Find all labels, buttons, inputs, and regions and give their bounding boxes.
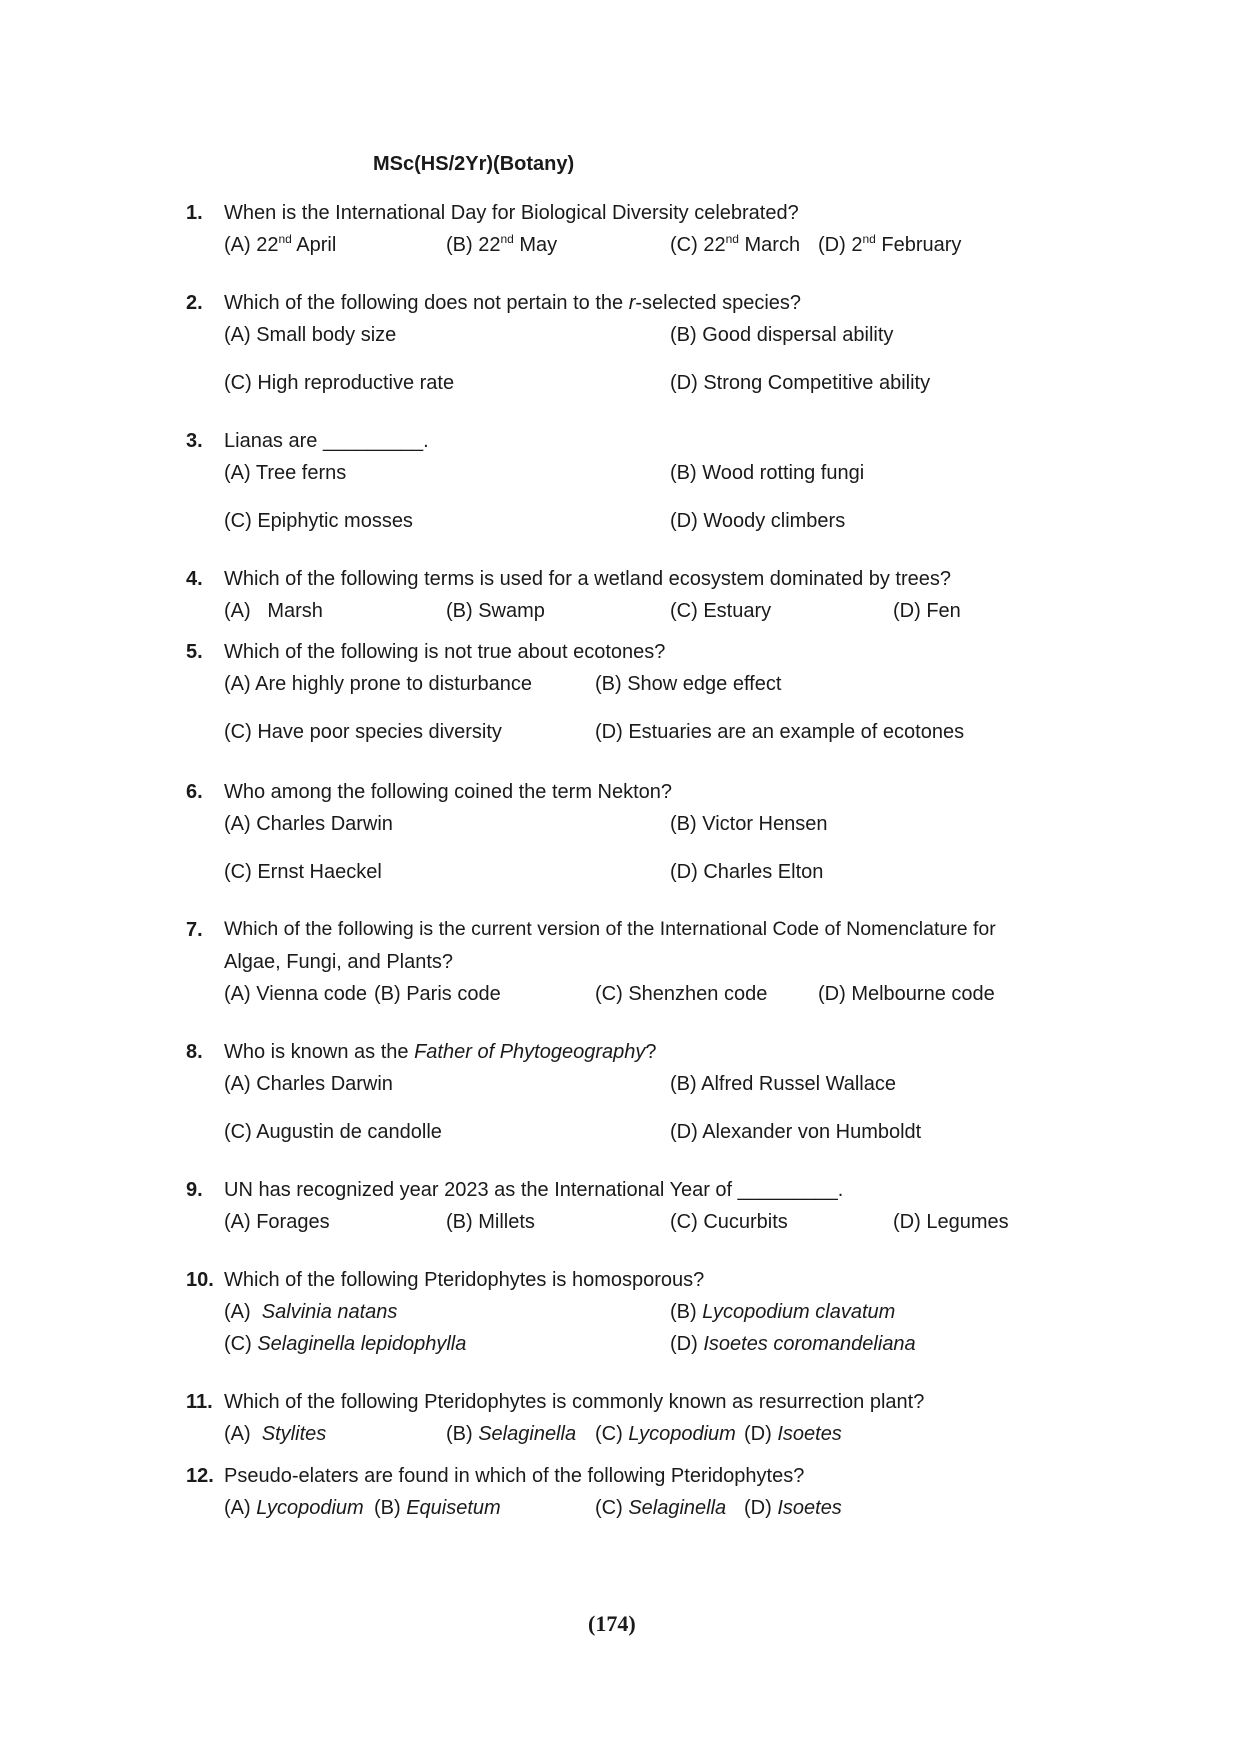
option-a: (A) Small body size: [224, 324, 397, 346]
option-c: (C) Augustin de candolle: [224, 1121, 442, 1143]
option-b: (B) Alfred Russel Wallace: [670, 1073, 896, 1095]
question-number: 10.: [186, 1269, 214, 1291]
question-text: When is the International Day for Biological Diversity celebrated?: [224, 202, 799, 224]
option-a: (A) Charles Darwin: [224, 813, 393, 835]
option-d: (D) Woody climbers: [670, 510, 846, 532]
question-number: 8.: [186, 1041, 203, 1063]
option-d: (D) Isoetes: [744, 1423, 842, 1445]
question-number: 5.: [186, 641, 203, 663]
option-d: (D) 2nd February: [818, 232, 962, 256]
page-number: (174): [588, 1611, 636, 1636]
option-c: (C) Cucurbits: [670, 1211, 788, 1233]
option-b: (B) Victor Hensen: [670, 813, 828, 835]
question-number: 4.: [186, 568, 203, 590]
question-text: UN has recognized year 2023 as the International Year of _________.: [224, 1179, 844, 1201]
option-b: (B) Show edge effect: [595, 673, 782, 695]
option-c: (C) Shenzhen code: [595, 983, 768, 1005]
option-d: (D) Isoetes: [744, 1497, 842, 1519]
question-text: Which of the following is the current version of the International Code of Nomenclature for: [224, 918, 996, 940]
option-b: (B) Lycopodium clavatum: [670, 1301, 896, 1323]
question-text: Which of the following terms is used for a wetland ecosystem dominated by trees?: [224, 568, 952, 590]
question-text: Which of the following is not true about ecotones?: [224, 641, 666, 663]
page-title: MSc(HS/2Yr)(Botany): [373, 153, 575, 175]
option-c: (C) Ernst Haeckel: [224, 861, 382, 883]
option-a: (A) Tree ferns: [224, 462, 347, 484]
option-d: (D) Legumes: [893, 1211, 1009, 1233]
question-number: 11.: [186, 1391, 213, 1413]
option-d: (D) Estuaries are an example of ecotones: [595, 721, 965, 743]
question-number: 2.: [186, 292, 203, 314]
question-text: Which of the following Pteridophytes is commonly known as resurrection plant?: [224, 1391, 925, 1413]
option-a: (A) Salvinia natans: [224, 1301, 398, 1323]
question-text: Pseudo-elaters are found in which of the following Pteridophytes?: [224, 1465, 805, 1487]
question-text: Which of the following does not pertain to the r-selected species?: [224, 292, 802, 314]
question-number: 1.: [186, 202, 203, 224]
question-text: Who is known as the Father of Phytogeography?: [224, 1041, 657, 1063]
option-d: (D) Charles Elton: [670, 861, 824, 883]
option-c: (C) 22nd March: [670, 232, 801, 256]
option-a: (A) Lycopodium: [224, 1497, 364, 1519]
option-c: (C) Estuary: [670, 600, 772, 622]
option-b: (B) 22nd May: [446, 232, 558, 256]
option-a: (A) 22nd April: [224, 232, 337, 256]
option-d: (D) Fen: [893, 600, 961, 622]
question-text-continued: Algae, Fungi, and Plants?: [224, 951, 454, 973]
option-b: (B) Swamp: [446, 600, 545, 622]
option-b: (B) Equisetum: [374, 1497, 501, 1519]
question-text: Who among the following coined the term Nekton?: [224, 781, 673, 803]
option-b: (B) Wood rotting fungi: [670, 462, 865, 484]
option-b: (B) Paris code: [374, 983, 501, 1005]
option-d: (D) Melbourne code: [818, 983, 995, 1005]
option-b: (B) Millets: [446, 1211, 535, 1233]
option-d: (D) Alexander von Humboldt: [670, 1121, 922, 1143]
option-a: (A) Charles Darwin: [224, 1073, 393, 1095]
option-c: (C) High reproductive rate: [224, 372, 455, 394]
option-a: (A) Marsh: [224, 600, 323, 622]
question-number: 6.: [186, 781, 203, 803]
option-c: (C) Selaginella: [595, 1497, 727, 1519]
option-c: (C) Lycopodium: [595, 1423, 736, 1445]
option-c: (C) Selaginella lepidophylla: [224, 1333, 467, 1355]
option-d: (D) Isoetes coromandeliana: [670, 1333, 916, 1355]
question-number: 12.: [186, 1465, 214, 1487]
option-b: (B) Selaginella: [446, 1423, 577, 1445]
option-c: (C) Have poor species diversity: [224, 721, 502, 743]
option-a: (A) Forages: [224, 1211, 330, 1233]
option-a: (A) Vienna code: [224, 983, 368, 1005]
option-c: (C) Epiphytic mosses: [224, 510, 413, 532]
question-number: 3.: [186, 430, 203, 452]
question-number: 7.: [186, 919, 203, 941]
option-d: (D) Strong Competitive ability: [670, 372, 931, 394]
question-text: Lianas are _________.: [224, 430, 429, 452]
option-b: (B) Good dispersal ability: [670, 324, 894, 346]
option-a: (A) Stylites: [224, 1423, 327, 1445]
question-number: 9.: [186, 1179, 203, 1201]
question-text: Which of the following Pteridophytes is homosporous?: [224, 1269, 705, 1291]
option-a: (A) Are highly prone to disturbance: [224, 673, 532, 695]
